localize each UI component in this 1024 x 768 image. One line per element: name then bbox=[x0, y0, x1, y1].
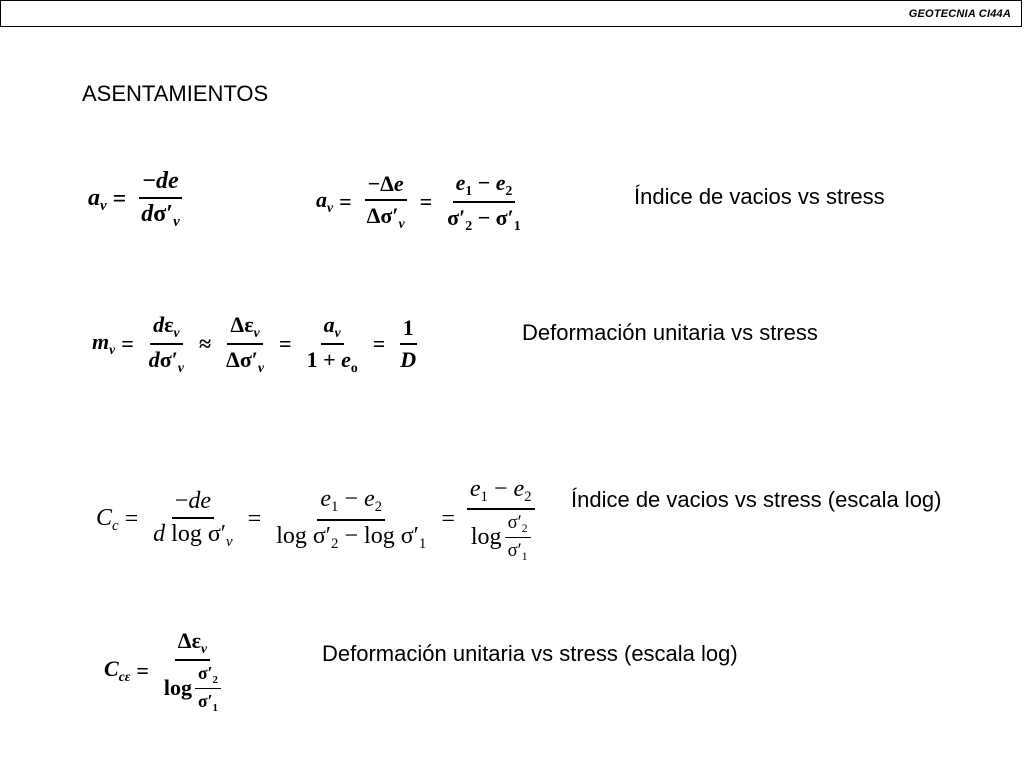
equation-av-finite: $a_v$ = $\frac{-\Delta e}{\Delta\sigma'_v}$ = $\frac{e_1 - e_2}{\sigma'_2 - \sigma'_1}$ bbox=[316, 170, 521, 233]
course-code: GEOTECNIA CI44A bbox=[908, 8, 1011, 20]
header-bar bbox=[0, 0, 1022, 27]
description-strain-stress: Deformación unitaria vs stress bbox=[522, 320, 818, 345]
equation-av-differential: $a_v$ = $\frac{-de}{d\sigma'_v}$ bbox=[88, 168, 180, 231]
description-void-ratio-log: Índice de vacios vs stress (escala log) bbox=[571, 487, 942, 512]
equation-mv: $m_v$ = $\frac{d\varepsilon_v}{d\sigma'_v}$ ≈ $\frac{\Delta\varepsilon_v}{\Delta\sigma'_v}$ = $\frac{a_v}{1 + e_o}$ = $\frac{1}{D}$ bbox=[92, 312, 417, 375]
equation-cc: $C_c$ = $\frac{-de}{d \log \sigma'_v}$ = $\frac{e_1 - e_2}{\log \sigma'_2 - \log \sigma'_1}$ = $e_1 - e_2$ log $\frac{\sigma'_2}{\sigma'_1}$ bbox=[96, 476, 541, 563]
page-title: ASENTAMIENTOS bbox=[82, 81, 269, 106]
description-void-ratio-stress: Índice de vacios vs stress bbox=[634, 184, 885, 209]
equation-c-c-epsilon: $C_{c\varepsilon}$ = $\Delta\varepsilon_v$ log $\frac{\sigma'_2}{\sigma'_1}$ bbox=[104, 628, 230, 713]
description-strain-log: Deformación unitaria vs stress (escala log) bbox=[322, 641, 738, 666]
